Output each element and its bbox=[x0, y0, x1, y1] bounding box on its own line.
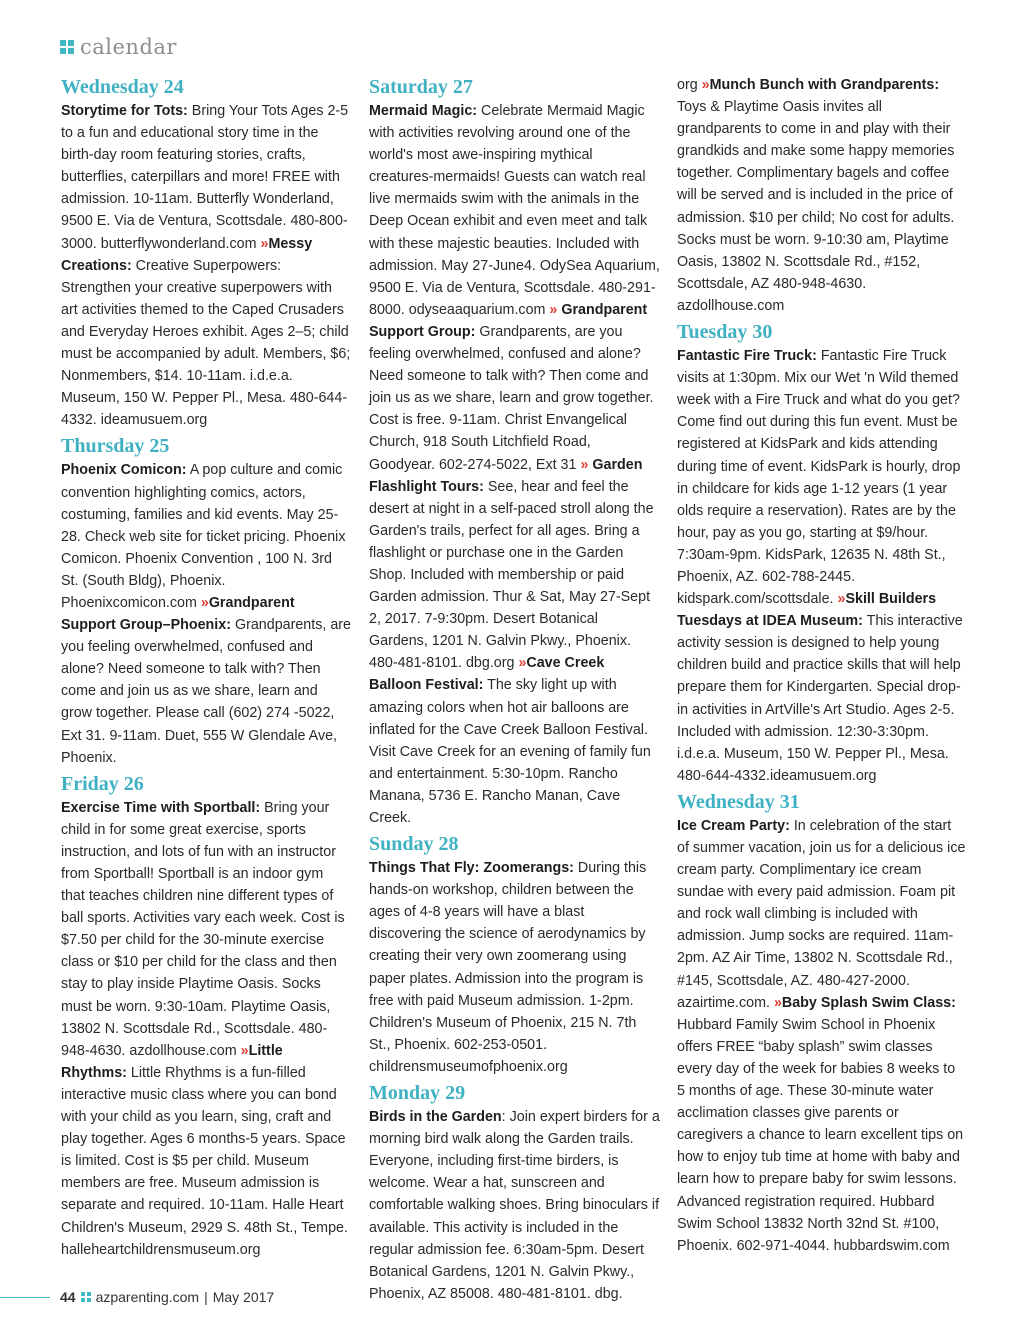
event-entry bbox=[677, 345, 967, 787]
event-entry bbox=[61, 797, 351, 1261]
event-title: Exercise Time with Sportball: bbox=[61, 799, 261, 816]
event-title: Skill Builders Tuesdays at IDEA Museum: bbox=[677, 591, 937, 630]
event-title: Grandparent Support Group: bbox=[369, 301, 648, 340]
event-title: Storytime for Tots: bbox=[61, 103, 188, 119]
day-heading: Saturday 27 bbox=[369, 76, 473, 98]
event-text: Bring Your Tots Ages 2-5 to a fun and educational story time in the birth-day room featuring stories, crafts, butterflies, caterpillars and more! FREE with admission. 10-11am. Butterfly Wonderland, 9500 E. Via de Ventura, Scottsdale. 480-800-3000. butterflywonderland.com bbox=[61, 103, 349, 252]
event-title: Fantastic Fire Truck: bbox=[677, 348, 817, 365]
event-text: A pop culture and comic convention highlighting comics, actors, costuming, families and kid events. May 25-28. Check web site for ticket pricing. Phoenix Comicon. Phoenix Convention , 100 N. 3rd St. (South Bldg), Phoenix. Phoenixcomicon.com bbox=[61, 462, 346, 611]
event-title: Things That Fly: Zoomerangs: bbox=[369, 860, 574, 877]
event-title: Baby Splash Swim Class: bbox=[781, 994, 956, 1011]
event-title: Garden Flashlight Tours: bbox=[369, 456, 643, 495]
event-text: Hubbard Family Swim School in Phoenix offers FREE “baby splash” swim classes every day of the week for babies 8 weeks to 5 months of age. These 30-minute water acclimation classes give parents or caregivers a chance to learn excellent tips on how to enjoy tub time at home with baby and learn how to prepare baby for swim lessons. Advanced registration required. Hubbard Swim School 13832 North 32nd St. #100, Phoenix. 602-971-4044. hubbardswim.com bbox=[677, 1016, 964, 1254]
separator-icon: » bbox=[701, 77, 710, 93]
event-text: : Join expert birders for a morning bird walk along the Garden trails. Everyone, including first-time birders, is welcome. Wear a hat, sunscreen and comfortable walking shoes. Bring binoculars if available. This activity is included in the regular admission fee. 6:30am-5pm. Desert Botanical Gardens, 1201 N. Galvin Pkwy., Phoenix, AZ 85008. 480-481-8101. dbg. bbox=[369, 1109, 660, 1302]
event-title: Grandparent Support Group–Phoenix: bbox=[61, 594, 295, 634]
event-text: The sky light up with amazing colors when hot air balloons are inflated for the Cave Creek Balloon Festival. Visit Cave Creek for an evening of family fun and entertainment. 5:30-10pm. Rancho Manana, 5736 E. Rancho Manan, Cave Creek. bbox=[369, 677, 651, 826]
day-heading: Friday 26 bbox=[61, 772, 144, 795]
event-text: Grandparents, are you feeling overwhelmed, confused and alone? Need someone to talk with? Then come and join us as we share, learn and grow together. Please call (602) 274 -5022, Ext 31. 9-11am. Duet, 555 W Glendale Ave, Phoenix. bbox=[61, 617, 351, 766]
separator-icon: » bbox=[773, 994, 782, 1011]
event-title: Birds in the Garden bbox=[369, 1109, 502, 1126]
event-text: Celebrate Mermaid Magic with activities revolving around one of the world's most awe-inspiring mythical creatures-mermaids! Guests can watch real live mermaids swim with the animals in the Deep Ocean exhibit and even meet and talk with these majestic beauties. Included with admission. May 27-June4. OdySea Aquarium, 9500 E. Via de Ventura, Scottsdale. 480-291-8000. odyseaaquarium.com bbox=[369, 103, 660, 318]
footer-divider: | bbox=[204, 1289, 208, 1305]
event-entry bbox=[677, 815, 967, 1257]
grid-dots-icon bbox=[81, 1292, 91, 1302]
event-text: Creative Superpowers: Strengthen your creative superpowers with art activities themed to the Caped Crusaders and Everyday Heroes exhibit. Ages 2–5; child must be accompanied by adult. Members, $6; Nonmembers, $14. 10-11am. i.d.e.a. Museum, 150 W. Pepper Pl., Mesa. 480-644-4332. ideamusuem.org bbox=[61, 257, 351, 429]
event-title: Little Rhythms: bbox=[61, 1042, 283, 1081]
calendar-column-3 bbox=[677, 74, 967, 1259]
event-text: During this hands-on workshop, children between the ages of 4-8 years will have a blast discovering the science of aerodynamics by creating their very own zoomerang using paper plates. Admission into the program is free with paid Museum admission. 1-2pm. Children's Museum of Phoenix, 215 N. 7th St., Phoenix. 602-253-0501. childrensmuseumofphoenix.org bbox=[369, 860, 647, 1075]
event-entry bbox=[61, 459, 351, 768]
separator-icon: » bbox=[518, 655, 527, 672]
event-text: Bring your child in for some great exercise, sports instruction, and lots of fun with an instructor from Sportball! Sportball is an indoor gym that teaches children nine different types of ball sports. Activities vary each week. Cost is $7.50 per child for the 30-minute exercise class or $10 per child for the class and then stay to play inside Playtime Oasis. Socks must be worn. 9:30-10am. Playtime Oasis, 13802 N. Scottsdale Rd., Scottsdale. 480-948-4630. azdollhouse.com bbox=[61, 799, 345, 1059]
footer-rule bbox=[0, 1297, 50, 1298]
event-text: Little Rhythms is a fun-filled interactive music class where you can bond with your child as you learn, sing, craft and play together. Ages 6 months-5 years. Space is limited. Cost is $5 per child. Museum members are free. Museum admission is separate and required. 10-11am. Halle Heart Children's Museum, 2929 S. 48th St., Tempe. halleheartchildrensmuseum.org bbox=[61, 1064, 348, 1258]
event-entry bbox=[369, 100, 660, 829]
page-number: 44 bbox=[60, 1289, 76, 1305]
issue-date: May 2017 bbox=[212, 1289, 275, 1305]
event-text: Toys & Playtime Oasis invites all grandparents to come in and play with their grandkids and make some happy memories together. Complimentary bagels and coffee will be served and is included in the price of admission. $10 per child; No cost for adults. Socks must be worn. 9-10:30 am, Playtime Oasis, 13802 N. Scottsdale Rd., #152, Scottsdale, AZ 480-948-4630. azdollhouse.com bbox=[677, 99, 955, 314]
section-header bbox=[60, 34, 177, 60]
day-heading: Wednesday 31 bbox=[677, 790, 800, 813]
event-title: Cave Creek Balloon Festival: bbox=[369, 655, 605, 694]
separator-icon: » bbox=[240, 1042, 249, 1059]
event-title: Munch Bunch with Grandparents: bbox=[709, 77, 940, 93]
page-footer bbox=[0, 1287, 400, 1307]
event-title: Mermaid Magic: bbox=[369, 103, 478, 119]
event-text: Grandparents, are you feeling overwhelmed, confused and alone? Need someone to talk with? Then come and join us as we share, learn and grow together. Cost is free. 9-11am. Christ Envangelical Church, 918 South Litchfield Road, Goodyear. 602-274-5022, Ext 31 bbox=[369, 323, 654, 473]
event-text: This interactive activity session is designed to help young children build and practice skills that will help prepare them for Kindergarten. Special drop-in activities in ArtVille's Art Studio. Ages 2-5. Included with admission. 12:30-3:30pm. i.d.e.a. Museum, 150 W. Pepper Pl., Mesa. 480-644-4332.ideamusuem.org bbox=[677, 613, 963, 784]
separator-icon: » bbox=[260, 235, 269, 252]
grid-dots-icon bbox=[60, 40, 74, 54]
site-url: azparenting.com bbox=[95, 1289, 200, 1305]
separator-icon: » bbox=[837, 591, 846, 608]
day-heading: Monday 29 bbox=[369, 1082, 466, 1105]
event-title: Ice Cream Party: bbox=[677, 817, 790, 834]
event-text: In celebration of the start of summer vacation, join us for a delicious ice cream party. Complimentary ice cream sundae with every paid admission. Foam pit and rock wall climbing is included with admission. Jump socks are required. 11am-2pm. AZ Air Time, 13802 N. Scottsdale Rd., #145, Scottsdale, AZ. 480-427-2000. azairtime.com. bbox=[677, 817, 966, 1011]
calendar-column-2 bbox=[369, 74, 660, 1307]
separator-icon: » bbox=[200, 594, 209, 611]
day-heading: Sunday 28 bbox=[369, 833, 459, 856]
event-entry bbox=[677, 74, 967, 317]
day-heading: Tuesday 30 bbox=[677, 321, 773, 344]
day-heading: Wednesday 24 bbox=[61, 76, 184, 98]
event-text: Fantastic Fire Truck visits at 1:30pm. Mix our Wet 'n Wild themed week with a Fire Truck and what do you get? Come find out during this fun event. Must be registered at KidsPark and kids attending during time of event. KidsPark is hourly, drop in childcare for kids age 1-12 years (1 year olds require a reservation). Rates are by the hour, pay as you go, starting at $9/hour. 7:30am-9pm. KidsPark, 12635 N. 48th St., Phoenix, AZ. 602-788-2445. kidspark.com/scottsdale. bbox=[677, 348, 961, 608]
day-heading: Thursday 25 bbox=[61, 435, 170, 458]
separator-icon: » bbox=[549, 301, 558, 318]
event-text: org bbox=[677, 77, 702, 93]
section-title: calendar bbox=[80, 35, 177, 59]
separator-icon: » bbox=[580, 456, 589, 473]
event-entry bbox=[61, 100, 351, 431]
calendar-column-1 bbox=[61, 74, 351, 1263]
event-title: Phoenix Comicon: bbox=[61, 462, 187, 479]
event-text: See, hear and feel the desert at night in a self-paced stroll along the Garden's trails, perfect for all ages. Bring a flashlight or purchase one in the Garden Shop. Included with membership or paid Garden admission. Thur & Sat, May 27-Sept 2, 2017. 7-9:30pm. Desert Botanical Gardens, 1201 N. Galvin Pkwy., Phoenix. 480-481-8101. dbg.org bbox=[369, 478, 654, 672]
event-entry bbox=[369, 1106, 660, 1305]
event-entry bbox=[369, 857, 660, 1078]
event-title: Messy Creations: bbox=[61, 235, 313, 274]
